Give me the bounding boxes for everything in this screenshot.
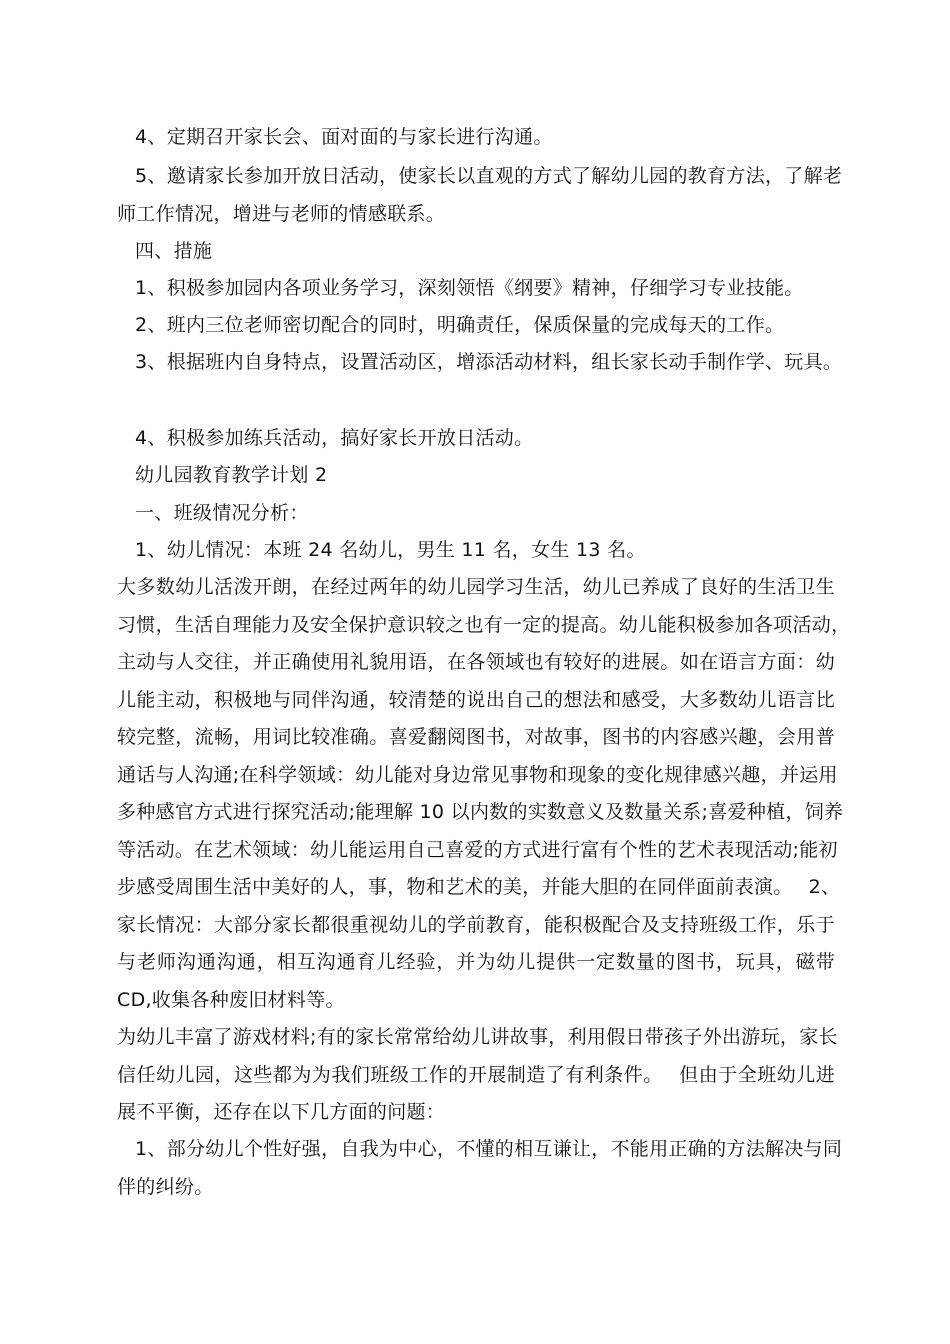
text-line: 1、部分幼儿个性好强，自我为中心，不懂的相互谦让，不能用正确的方法解决与同 (135, 1138, 843, 1160)
text-line: 展不平衡，还存在以下几方面的问题： (117, 1101, 446, 1123)
document-title: 幼儿园教育教学计划 2 (135, 464, 328, 486)
section-heading: 四、措施 (135, 240, 213, 262)
text-line: 信任幼儿园，这些都为为我们班级工作的开展制造了有利条件。 但由于全班幼儿进 (117, 1064, 835, 1086)
text-line: 习惯，生活自理能力及安全保护意识较之也有一定的提高。幼儿能积极参加各项活动， (117, 614, 851, 636)
text-line: 较完整，流畅，用词比较准确。喜爱翻阅图书，对故事，图书的内容感兴趣，会用普 (117, 726, 835, 748)
text-line: 家长情况：大部分家长都很重视幼儿的学前教育，能积极配合及支持班级工作，乐于 (117, 914, 835, 936)
text-line: 等活动。在艺术领域：幼儿能运用自己喜爱的方式进行富有个性的艺术表现活动;能初 (117, 839, 838, 861)
text-line: 伴的纠纷。 (117, 1176, 214, 1198)
section-heading: 一、班级情况分析： (135, 502, 309, 524)
text-line: CD,收集各种废旧材料等。 (117, 989, 345, 1011)
text-line: 5、邀请家长参加开放日活动，使家长以直观的方式了解幼儿园的教育方法，了解老 (135, 165, 843, 187)
text-line: 主动与人交往，并正确使用礼貌用语，在各领域也有较好的进展。如在语言方面：幼 (117, 651, 835, 673)
text-line: 与老师沟通沟通，相互沟通育儿经验，并为幼儿提供一定数量的图书，玩具，磁带 (117, 951, 835, 973)
text-line: 大多数幼儿活泼开朗，在经过两年的幼儿园学习生活，幼儿已养成了良好的生活卫生 (117, 576, 835, 598)
text-line: 1、幼儿情况：本班 24 名幼儿，男生 11 名，女生 13 名。 (135, 539, 646, 561)
text-line: 多种感官方式进行探究活动;能理解 10 以内数的实数意义及数量关系;喜爱种植，饲养 (117, 801, 844, 823)
text-line: 1、积极参加园内各项业务学习，深刻领悟《纲要》精神，仔细学习专业技能。 (135, 277, 804, 299)
text-line: 儿能主动，积极地与同伴沟通，较清楚的说出自己的想法和感受，大多数幼儿语言比 (117, 689, 835, 711)
text-line: 为幼儿丰富了游戏材料;有的家长常常给幼儿讲故事，利用假日带孩子外出游玩，家长 (117, 1026, 838, 1048)
text-line: 3、根据班内自身特点，设置活动区，增添活动材料，组长家长动手制作学、玩具。 (135, 351, 843, 373)
text-line: 师工作情况，增进与老师的情感联系。 (117, 203, 446, 225)
text-line: 2、班内三位老师密切配合的同时，明确责任，保质保量的完成每天的工作。 (135, 314, 785, 336)
text-line: 4、积极参加练兵活动，搞好家长开放日活动。 (135, 427, 534, 449)
text-line: 通话与人沟通;在科学领域：幼儿能对身边常见事物和现象的变化规律感兴趣，并运用 (117, 764, 838, 786)
text-line: 4、定期召开家长会、面对面的与家长进行沟通。 (135, 126, 553, 148)
text-line: 步感受周围生活中美好的人，事，物和艺术的美，并能大胆的在同伴面前表演。 2、 (117, 876, 841, 898)
